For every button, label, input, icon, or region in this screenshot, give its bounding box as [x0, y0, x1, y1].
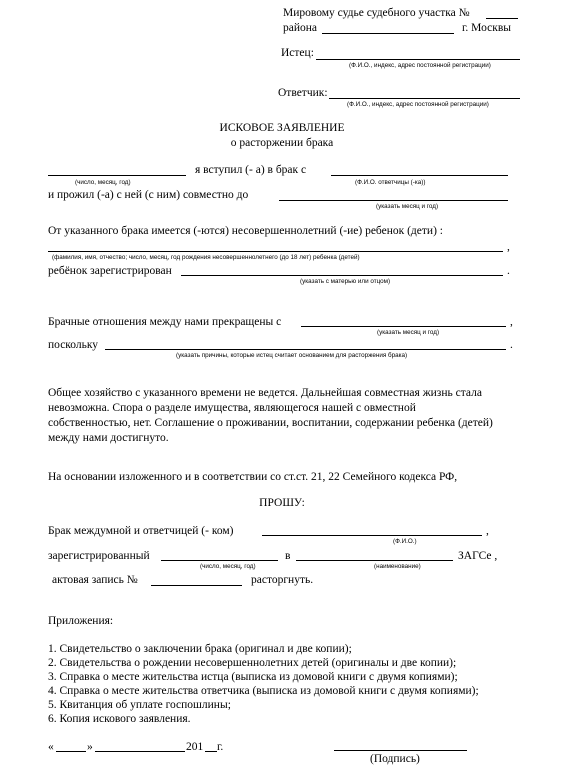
request-spouse-line [262, 535, 482, 536]
request-name-hint: (наименование) [374, 563, 421, 570]
because-line [105, 349, 506, 350]
request-fio-hint: (Ф.И.О.) [393, 538, 417, 545]
plaintiff-line [316, 59, 520, 60]
request-dissolve-text: расторгнуть. [251, 574, 314, 586]
household-line-1: Общее хозяйство с указанного времени не ведется. Дальнейшая совместная жизнь стала [48, 387, 482, 399]
lived-until-line [279, 200, 508, 201]
household-line-3: собственностью, нет. Соглашение о проживании, воспитании, содержании ребенка (детей) [48, 417, 493, 429]
date-quote-close: » [87, 741, 93, 753]
household-line-2: невозможна. Спора о разделе имущества, являющегося нашей с овместной [48, 402, 416, 414]
district-line [322, 33, 454, 34]
attachment-item: 4. Справка о месте жительства ответчика (выписка из домовой книги с двумя копиями); [48, 685, 479, 697]
request-comma: , [486, 525, 489, 537]
date-year-suffix: г. [217, 741, 224, 753]
request-zags-text: ЗАГСе , [458, 550, 498, 562]
defendant-label: Ответчик: [278, 87, 328, 99]
marriage-date-line [48, 175, 186, 176]
request-in-text: в [285, 550, 291, 562]
child-registered-line [181, 275, 503, 276]
lived-together-text: и прожил (-а) с ней (с ним) совместно до [48, 189, 249, 201]
marriage-entered-text: я вступил (- а) в брак с [195, 164, 307, 176]
relations-ended-line [301, 326, 506, 327]
children-names-line [48, 251, 503, 252]
document-subtitle: о расторжении брака [230, 137, 334, 149]
date-year-line [205, 751, 217, 752]
because-period: . [510, 339, 513, 351]
request-date-line [161, 560, 278, 561]
household-line-4: между нами достигнуто. [48, 432, 169, 444]
attachment-item: 3. Справка о месте жительства истца (выписка из домовой книги с двумя копиями); [48, 671, 458, 683]
court-number-line [486, 18, 518, 19]
marriage-date-hint: (число, месяц, год) [75, 179, 131, 186]
request-date-hint: (число, месяц, год) [200, 563, 256, 570]
children-comma: , [507, 241, 510, 253]
relations-ended-text: Брачные отношения между нами прекращены с [48, 316, 282, 328]
signature-hint: (Подпись) [370, 753, 420, 765]
defendant-line [329, 98, 520, 99]
signature-line [334, 750, 467, 751]
date-day-line [56, 751, 86, 752]
plaintiff-hint: (Ф.И.О., индекс, адрес постоянной регистрации) [349, 62, 491, 69]
date-quote-open: « [48, 741, 54, 753]
child-registered-period: . [507, 265, 510, 277]
date-month-line [95, 751, 185, 752]
document-title: ИСКОВОЕ ЗАЯВЛЕНИЕ [219, 122, 345, 134]
date-year-prefix: 201 [186, 741, 204, 753]
defendant-hint: (Ф.И.О., индекс, адрес постоянной регистрации) [347, 101, 489, 108]
request-record-line [151, 585, 242, 586]
spouse-line [331, 175, 508, 176]
attachment-item: 2. Свидетельства о рождении несовершеннолетних детей (оригиналы и две копии); [48, 657, 457, 669]
because-text: поскольку [48, 339, 99, 351]
request-registered-text: зарегистрированный [48, 550, 150, 562]
lived-until-hint: (указать месяц и год) [376, 203, 439, 210]
attachment-item: 5. Квитанция об уплате госпошлины; [48, 699, 231, 711]
children-names-hint: (фамилия, имя, отчество; число, месяц, год рождения несовершеннолетнего (до 18 лет) ребенка (детей) [52, 254, 360, 261]
request-zags-line [296, 560, 453, 561]
attachments-label: Приложения: [48, 615, 114, 627]
plaintiff-label: Истец: [281, 47, 314, 59]
child-registered-text: ребёнок зарегистрирован [48, 265, 172, 277]
attachment-item: 1. Свидетельство о заключении брака (оригинал и две копии); [48, 643, 352, 655]
spouse-hint: (Ф.И.О. ответчицы (-ка)) [355, 179, 426, 186]
request-record-text: актовая запись № [52, 574, 138, 586]
legal-basis: На основании изложенного и в соответствии со ст.ст. 21, 22 Семейного кодекса РФ, [48, 471, 458, 483]
attachment-item: 6. Копия искового заявления. [48, 713, 191, 725]
ask-heading: ПРОШУ: [259, 497, 305, 509]
relations-ended-hint: (указать месяц и год) [377, 329, 440, 336]
district-word: района [283, 22, 318, 34]
child-registered-hint: (указать с матерью или отцом) [300, 278, 391, 285]
request-marriage-text: Брак междумной и ответчицей (- ком) [48, 525, 234, 537]
city: г. Москвы [462, 22, 511, 34]
judge-line: Мировому судье судебного участка № [283, 7, 470, 19]
relations-ended-comma: , [510, 316, 513, 328]
because-hint: (указать причины, которые истец считает основанием для расторжения брака) [176, 352, 408, 359]
children-intro: От указанного брака имеется (-ются) несовершеннолетний (-ие) ребенок (дети) : [48, 225, 443, 237]
